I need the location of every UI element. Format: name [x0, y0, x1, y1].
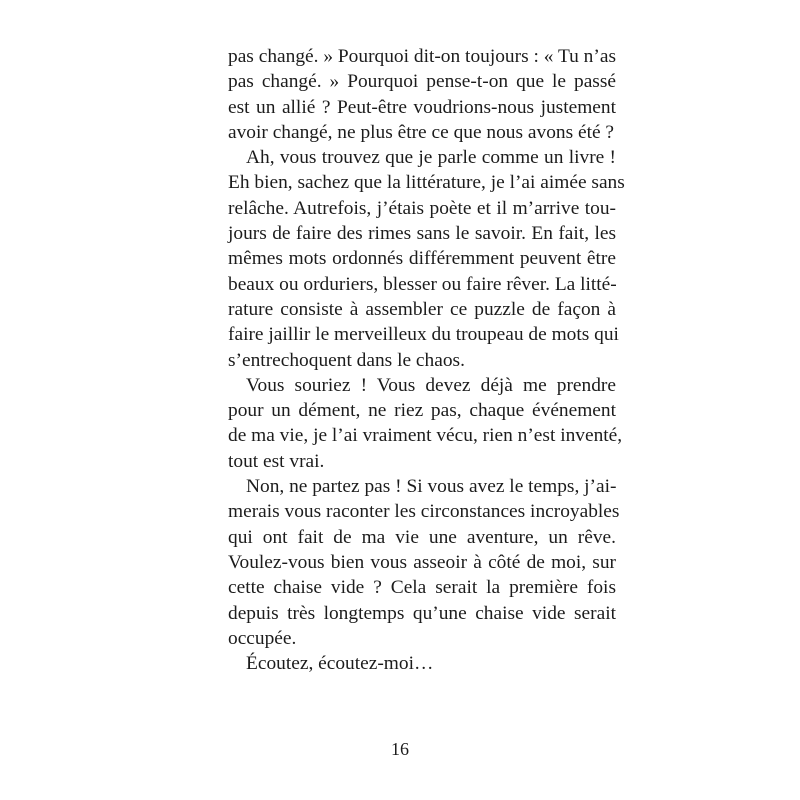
- paragraph-4: [228, 474, 620, 651]
- text-line: Ah, vous trouvez que je parle comme un livre !: [246, 147, 616, 169]
- text-line: qui ont fait de ma vie une aventure, un rêve.: [228, 526, 616, 548]
- text-line: beaux ou orduriers, blesser ou faire rêver. La litté-: [228, 273, 617, 295]
- text-line: depuis très longtemps qu’une chaise vide serait: [228, 602, 616, 624]
- page-number: 16: [391, 739, 409, 759]
- text-line: tout est vrai.: [228, 450, 325, 472]
- text-line: pas changé. » Pourquoi dit-on toujours : « Tu n’as: [228, 46, 616, 67]
- text-line: Eh bien, sachez que la littérature, je l’ai aimée sans: [228, 172, 625, 194]
- paragraph-2: [228, 145, 625, 373]
- text-line: Vous souriez ! Vous devez déjà me prendre: [246, 374, 616, 396]
- text-line: occupée.: [228, 627, 297, 649]
- text-line: est un allié ? Peut-être voudrions-nous justement: [228, 96, 616, 118]
- text-line: rature consiste à assembler ce puzzle de façon à: [228, 298, 616, 320]
- paragraph-1: [228, 44, 616, 145]
- text-line: avoir changé, ne plus être ce que nous avons été ?: [228, 121, 615, 143]
- text-line: de ma vie, je l’ai vraiment vécu, rien n’est inventé,: [228, 425, 623, 447]
- text-line: faire jaillir le merveilleux du troupeau de mots qui: [228, 324, 619, 346]
- text-line: s’entrechoquent dans le chaos.: [228, 349, 465, 371]
- text-line: cette chaise vide ? Cela serait la première fois: [228, 577, 616, 599]
- text-line: Non, ne partez pas ! Si vous avez le temps, j’ai-: [246, 476, 617, 498]
- text-line: mêmes mots ordonnés différemment peuvent être: [228, 248, 616, 270]
- text-line: jours de faire des rimes sans le savoir. En fait, les: [228, 223, 616, 245]
- text-line: Écoutez, écoutez-moi…: [246, 653, 434, 675]
- text-line: Voulez-vous bien vous asseoir à côté de moi, sur: [228, 551, 616, 573]
- paragraph-5: [228, 651, 616, 676]
- paragraph-3: [228, 373, 623, 474]
- body-text: [228, 44, 625, 676]
- text-line: relâche. Autrefois, j’étais poète et il m’arrive tou-: [228, 197, 616, 219]
- text-line: merais vous raconter les circonstances incroyables: [228, 501, 620, 523]
- text-line: pas changé. » Pourquoi pense-t-on que le passé: [228, 71, 616, 93]
- text-line: pour un dément, ne riez pas, chaque événement: [228, 400, 616, 422]
